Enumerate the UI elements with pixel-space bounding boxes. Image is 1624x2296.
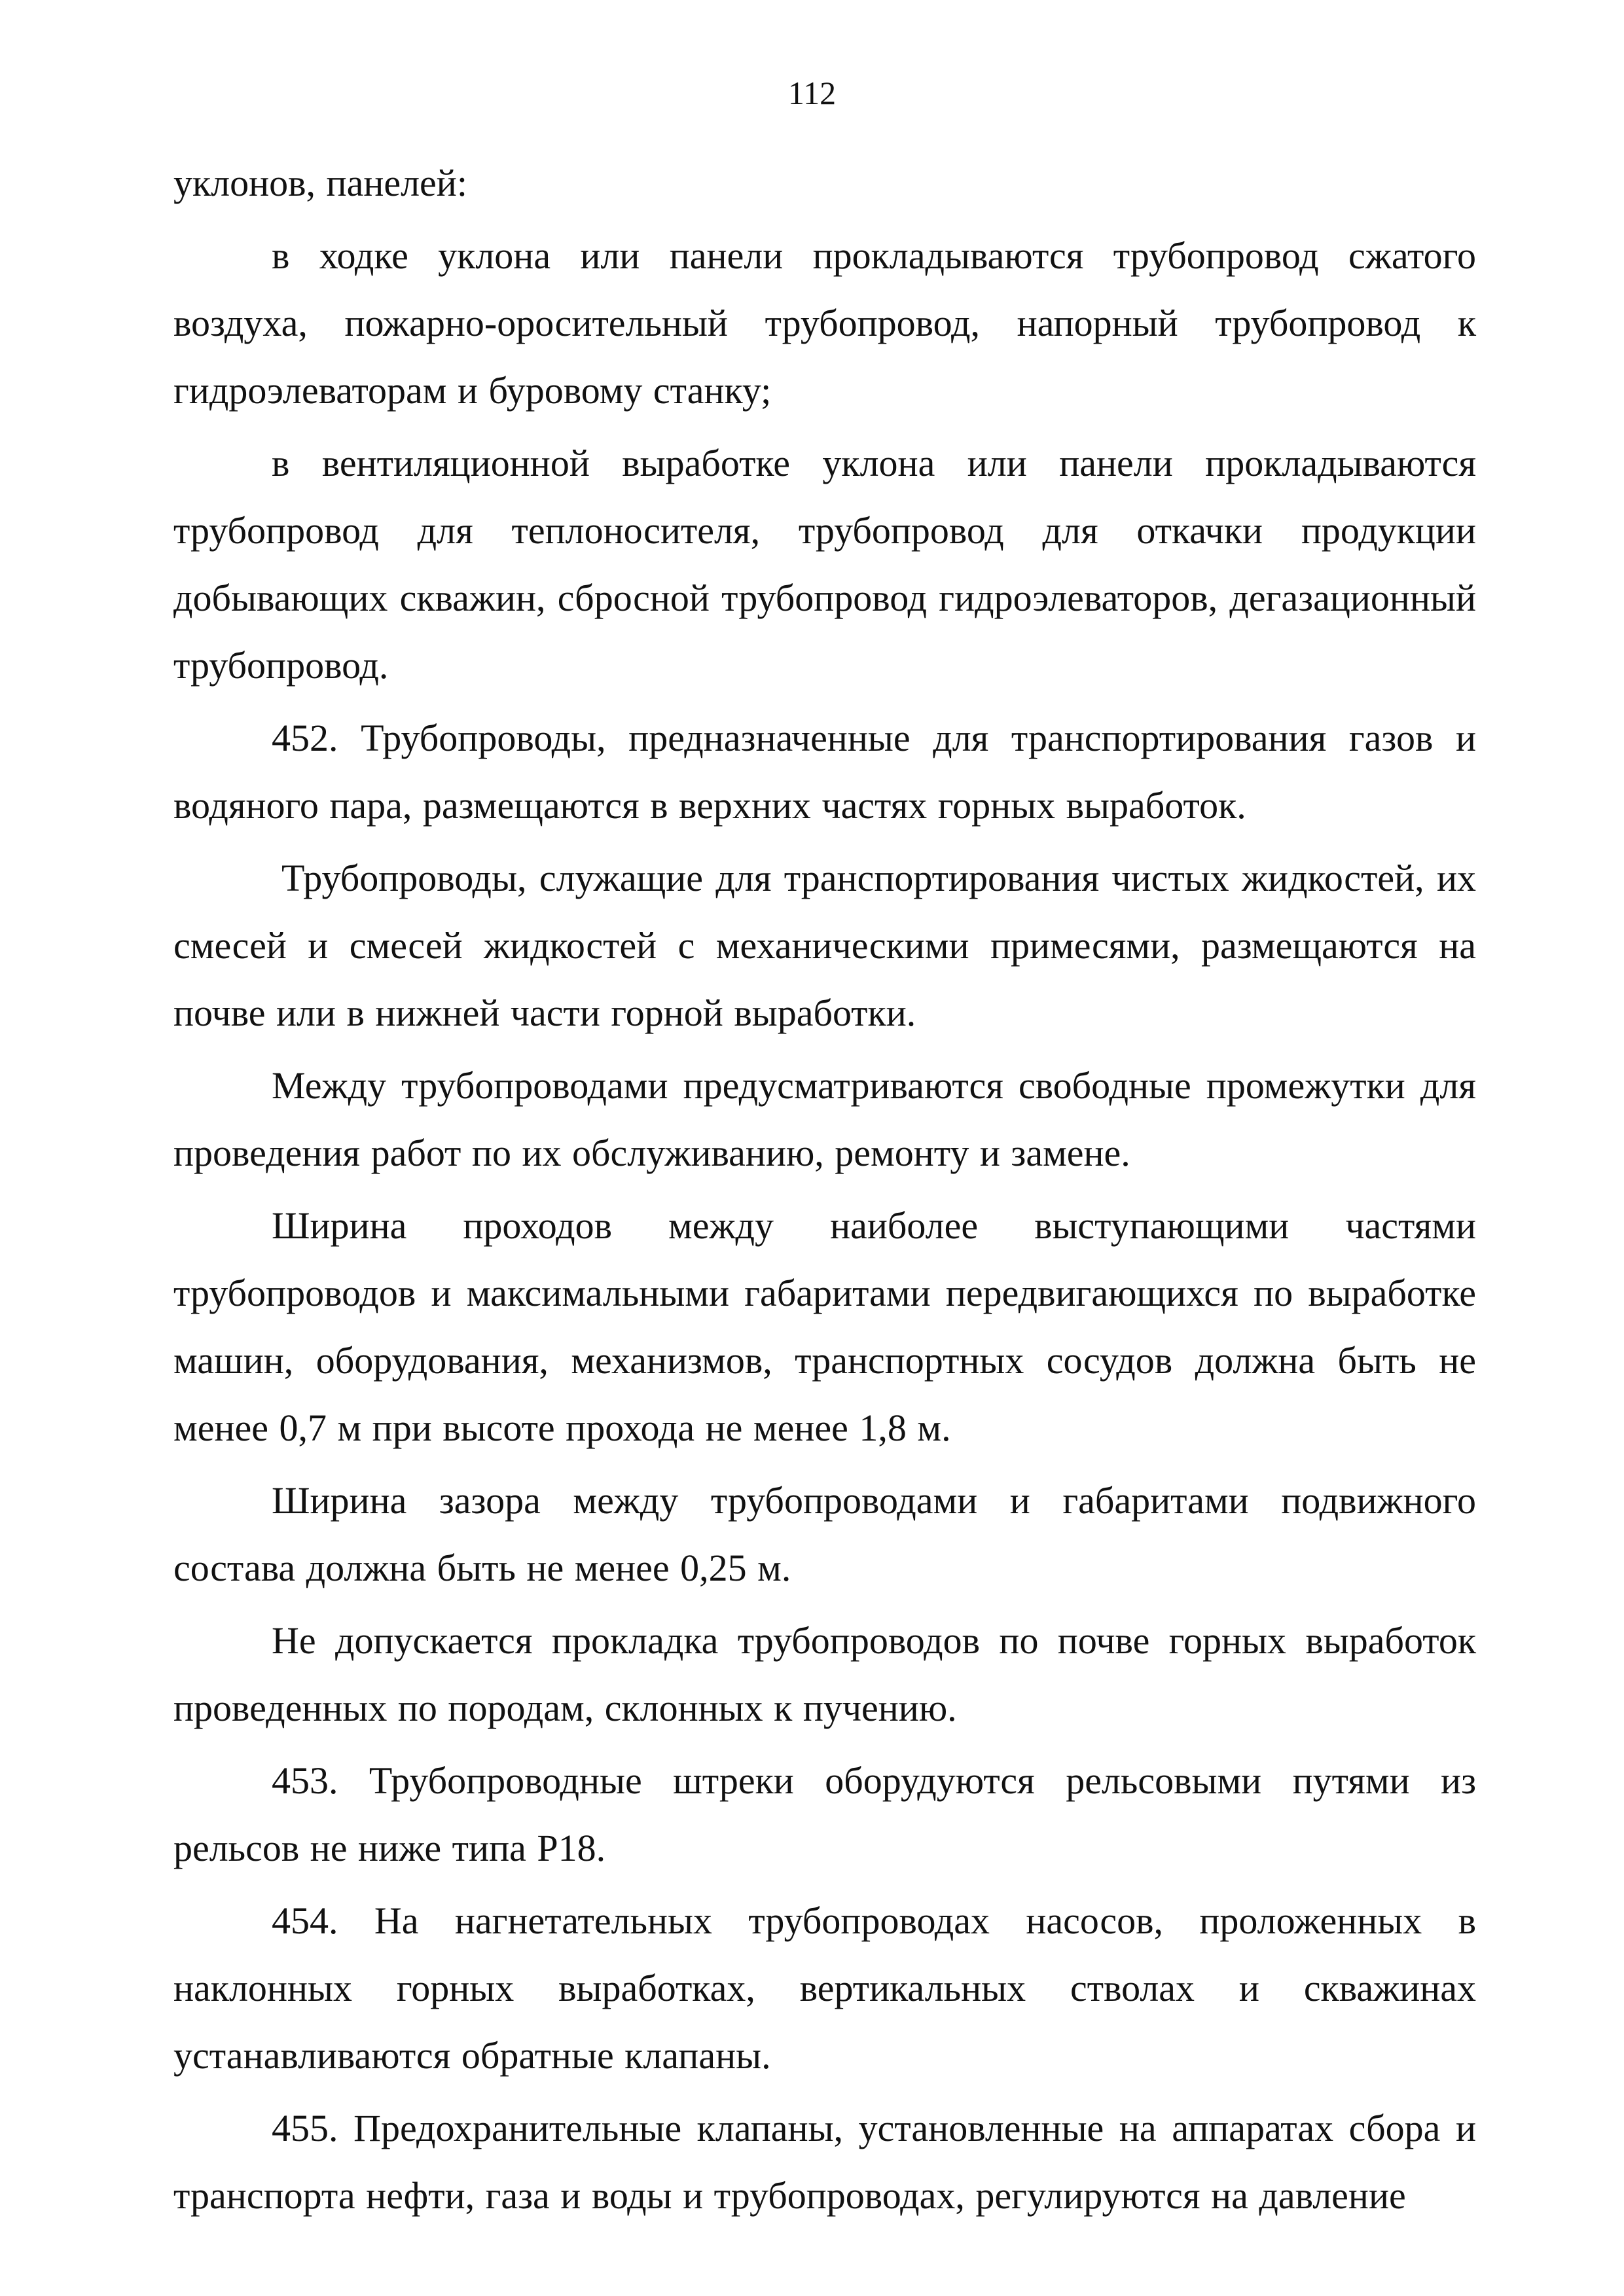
paragraph-452: 452. Трубопроводы, предназначенные для транспортирования газов и водяного пара, размещаются в верхних частях горных выработок. (173, 717, 1476, 827)
paragraph-liquid-pipelines: Трубопроводы, служащие для транспортирования чистых жидкостей, их смесей и смесей жидкостей с механическими примесями, размещаются на почве или в нижней части горной выработки. (173, 857, 1476, 1034)
paragraph-heaving-rocks: Не допускается прокладка трубопроводов по почве горных выработок проведенных по породам, склонных к пучению. (173, 1619, 1476, 1729)
paragraph-continuation: уклонов, панелей: (173, 162, 467, 204)
paragraph-ventilation-working: в вентиляционной выработке уклона или панели прокладываются трубопровод для теплоносителя, трубопровод для откачки продукции добывающих скважин, сбросной трубопровод гидроэлеваторов, дегазационный трубопровод. (173, 442, 1476, 687)
paragraph-clearance-width: Ширина зазора между трубопроводами и габаритами подвижного состава должна быть не менее 0,25 м. (173, 1479, 1476, 1589)
paragraph-453: 453. Трубопроводные штреки оборудуются рельсовыми путями из рельсов не ниже типа Р18. (173, 1759, 1476, 1869)
paragraph-passage-width: Ширина проходов между наиболее выступающими частями трубопроводов и максимальными габаритами передвигающихся по выработке машин, оборудования, механизмов, транспортных сосудов должна быть не менее 0,7 м при высоте прохода не менее 1,8 м. (173, 1204, 1476, 1449)
page-number: 112 (787, 75, 837, 111)
paragraph-454: 454. На нагнетательных трубопроводах насосов, проложенных в наклонных горных выработках, вертикальных стволах и скважинах устанавливаются обратные клапаны. (173, 1899, 1476, 2077)
document-body (173, 149, 1476, 2234)
paragraph-incline-passage: в ходке уклона или панели прокладываются трубопровод сжатого воздуха, пожарно-оросительный трубопровод, напорный трубопровод к гидроэлеваторам и буровому станку; (173, 234, 1476, 412)
paragraph-455: 455. Предохранительные клапаны, установленные на аппаратах сбора и транспорта нефти, газа и воды и трубопроводах, регулируются на давление (173, 2107, 1476, 2217)
paragraph-free-gaps: Между трубопроводами предусматриваются свободные промежутки для проведения работ по их обслуживанию, ремонту и замене. (173, 1064, 1476, 1174)
